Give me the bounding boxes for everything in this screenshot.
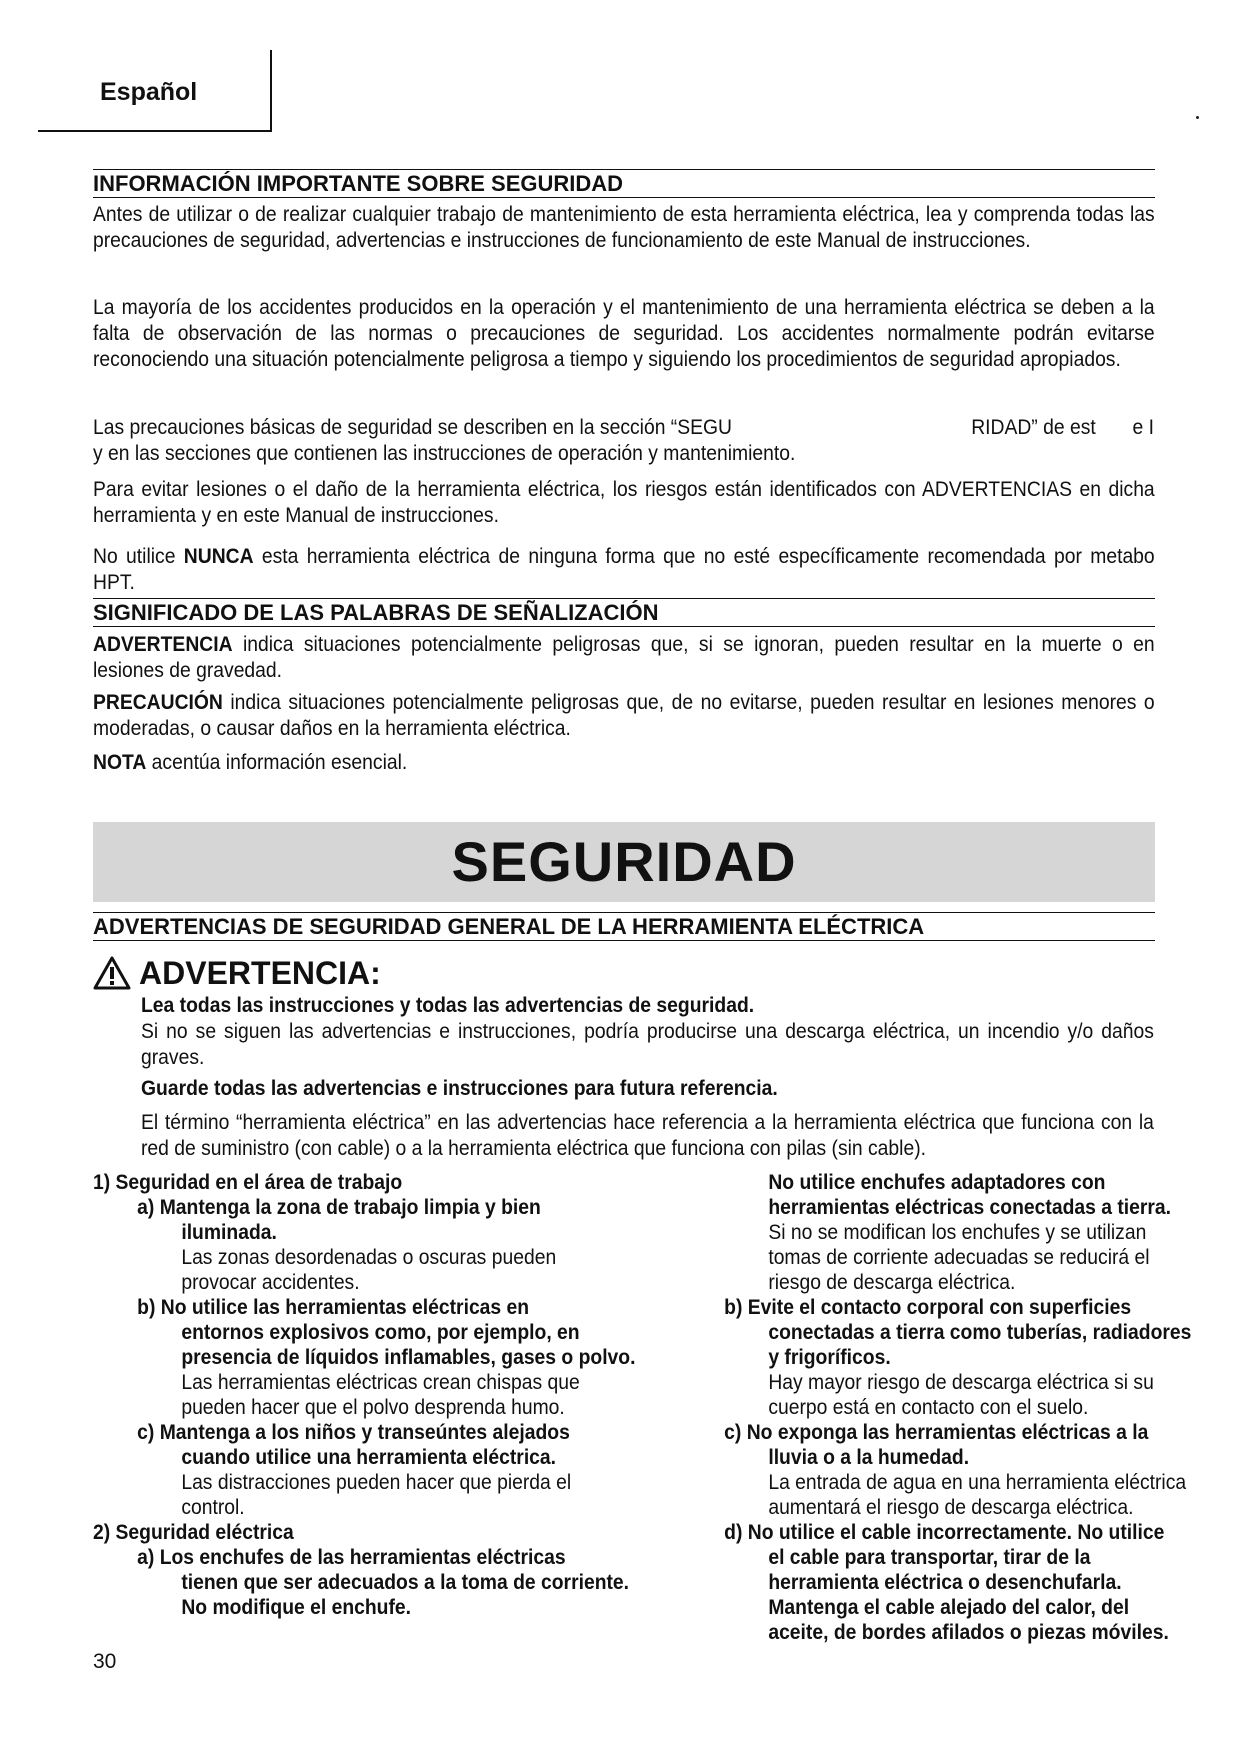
list-line: Las zonas desordenadas o oscuras pueden [181, 1246, 557, 1269]
page-number: 30 [93, 1650, 117, 1673]
paragraph-5 [93, 544, 1155, 596]
list-line: No utilice enchufes adaptadores con [768, 1171, 1106, 1194]
list-line: 2) Seguridad eléctrica [93, 1521, 294, 1544]
list-line: cuerpo está en contacto con el suelo. [768, 1396, 1089, 1419]
list-line: 1) Seguridad en el área de trabajo [93, 1171, 403, 1194]
paragraph-3-part-a: Las precauciones básicas de seguridad se describen en la sección “SEGU [93, 416, 732, 439]
list-line: pueden hacer que el polvo desprenda humo. [181, 1396, 565, 1419]
signal-advertencia [93, 632, 1155, 684]
list-line: Si no se modifican los enchufes y se utilizan [768, 1221, 1147, 1244]
warning-triangle-icon [93, 956, 131, 990]
list-line: a) Mantenga la zona de trabajo limpia y bien [137, 1196, 541, 1219]
list-line: iluminada. [181, 1221, 277, 1244]
list-line: cuando utilice una herramienta eléctrica. [181, 1446, 557, 1469]
section-title-signal-words: SIGNIFICADO DE LAS PALABRAS DE SEÑALIZACIÓN [93, 598, 1155, 627]
paragraph-3-part-c: e I [1132, 416, 1155, 439]
signal-nota [93, 750, 1155, 776]
list-line: d) No utilice el cable incorrectamente. No utilice [724, 1521, 1165, 1544]
nota-definition: acentúa información esencial. [146, 751, 408, 774]
list-line: c) Mantenga a los niños y transeúntes alejados [137, 1421, 570, 1444]
list-line: Mantenga el cable alejado del calor, del [768, 1596, 1130, 1619]
warning-heading [93, 953, 381, 993]
paragraph-5-bold: NUNCA [183, 545, 254, 568]
seguridad-banner: SEGURIDAD [93, 822, 1155, 902]
paragraph-1: Antes de utilizar o de realizar cualquier trabajo de mantenimiento de esta herramienta eléctrica, lea y comprenda todas las precauciones de seguridad, advertencias e instrucciones de funcionamiento de este Manual de instrucciones. [93, 203, 1155, 252]
precaucion-term: PRECAUCIÓN [93, 691, 223, 714]
language-tab [38, 50, 272, 132]
list-line: conectadas a tierra como tuberías, radiadores [768, 1321, 1192, 1344]
term-definition-text: El término “herramienta eléctrica” en las advertencias hace referencia a la herramienta eléctrica que funciona con la red de suministro (con cable) o a la herramienta eléctrica que funciona con pilas (sin cable). [141, 1111, 1154, 1160]
section-title-important-info: INFORMACIÓN IMPORTANTE SOBRE SEGURIDAD [93, 169, 1155, 198]
list-line: c) No exponga las herramientas eléctricas a la [724, 1421, 1149, 1444]
read-instructions-heading: Lea todas las instrucciones y todas las advertencias de seguridad. [141, 994, 755, 1017]
list-line: el cable para transportar, tirar de la [768, 1546, 1091, 1569]
paragraph-3 [93, 415, 1155, 467]
signal-precaucion [93, 690, 1155, 742]
precaucion-definition: indica situaciones potencialmente peligrosas que, de no evitarse, pueden resultar en lesiones menores o moderadas, o causar daños en la herramienta eléctrica. [93, 691, 1155, 740]
nota-term: NOTA [93, 751, 147, 774]
paragraph-5-pre: No utilice [93, 545, 184, 568]
list-line: b) No utilice las herramientas eléctricas en [137, 1296, 530, 1319]
list-line: presencia de líquidos inflamables, gases o polvo. [181, 1346, 636, 1369]
paragraph-3-line-2: y en las secciones que contienen las instrucciones de operación y mantenimiento. [93, 442, 796, 465]
list-line: La entrada de agua en una herramienta eléctrica [768, 1471, 1187, 1494]
list-line: aceite, de bordes afilados o piezas móviles. [768, 1621, 1169, 1644]
warning-title: ADVERTENCIA: [139, 954, 381, 991]
list-line: provocar accidentes. [181, 1271, 360, 1294]
paragraph-4: Para evitar lesiones o el daño de la herramienta eléctrica, los riesgos están identificados con ADVERTENCIAS en dicha herramienta y en este Manual de instrucciones. [93, 478, 1155, 527]
list-line: a) Los enchufes de las herramientas eléctricas [137, 1546, 566, 1569]
list-line: Las herramientas eléctricas crean chispas que [181, 1371, 580, 1394]
list-line: b) Evite el contacto corporal con superficies [724, 1296, 1132, 1319]
paragraph-5-post: esta herramienta eléctrica de ninguna forma que no esté específicamente recomendada por metabo HPT. [93, 545, 1155, 594]
list-line: entornos explosivos como, por ejemplo, en [181, 1321, 580, 1344]
list-line: Las distracciones pueden hacer que pierda el [181, 1471, 572, 1494]
left-column [93, 1170, 636, 1620]
list-line: No modifique el enchufe. [181, 1596, 412, 1619]
list-line: tienen que ser adecuados a la toma de corriente. [181, 1571, 630, 1594]
section-title-general-warnings: ADVERTENCIAS DE SEGURIDAD GENERAL DE LA HERRAMIENTA ELÉCTRICA [93, 912, 1155, 941]
advertencia-definition: indica situaciones potencialmente peligrosas que, si se ignoran, pueden resultar en la muerte o en lesiones de gravedad. [93, 633, 1155, 682]
read-instructions-bold [141, 993, 1154, 1019]
list-line: lluvia o a la humedad. [768, 1446, 970, 1469]
list-line: herramientas eléctricas conectadas a tierra. [768, 1196, 1172, 1219]
page-dot [1196, 116, 1199, 119]
keep-instructions-heading: Guarde todas las advertencias e instrucciones para futura referencia. [141, 1077, 778, 1100]
paragraph-3-part-b: RIDAD” de est [971, 416, 1096, 439]
list-line: aumentará el riesgo de descarga eléctrica. [768, 1496, 1134, 1519]
advertencia-term: ADVERTENCIA [93, 633, 233, 656]
list-line: herramienta eléctrica o desenchufarla. [768, 1571, 1122, 1594]
paragraph-2: La mayoría de los accidentes producidos en la operación y el mantenimiento de una herramienta eléctrica se deben a la falta de observación de las normas o precauciones de seguridad. Los accidentes normalmente podrán evitarse reconociendo una situación potencialmente peligrosa a tiempo y siguiendo los procedimientos de seguridad apropiados. [93, 296, 1155, 371]
list-line: riesgo de descarga eléctrica. [768, 1271, 1016, 1294]
list-line: control. [181, 1496, 245, 1519]
keep-instructions-bold [141, 1076, 1154, 1102]
list-line: Hay mayor riesgo de descarga eléctrica si su [768, 1371, 1154, 1394]
list-line: y frigoríficos. [768, 1346, 891, 1369]
list-line: tomas de corriente adecuadas se reducirá el [768, 1246, 1150, 1269]
language-label: Español [100, 78, 198, 106]
right-column [680, 1170, 1214, 1645]
read-instructions-text: Si no se siguen las advertencias e instrucciones, podría producirse una descarga eléctrica, un incendio y/o daños graves. [141, 1020, 1154, 1069]
